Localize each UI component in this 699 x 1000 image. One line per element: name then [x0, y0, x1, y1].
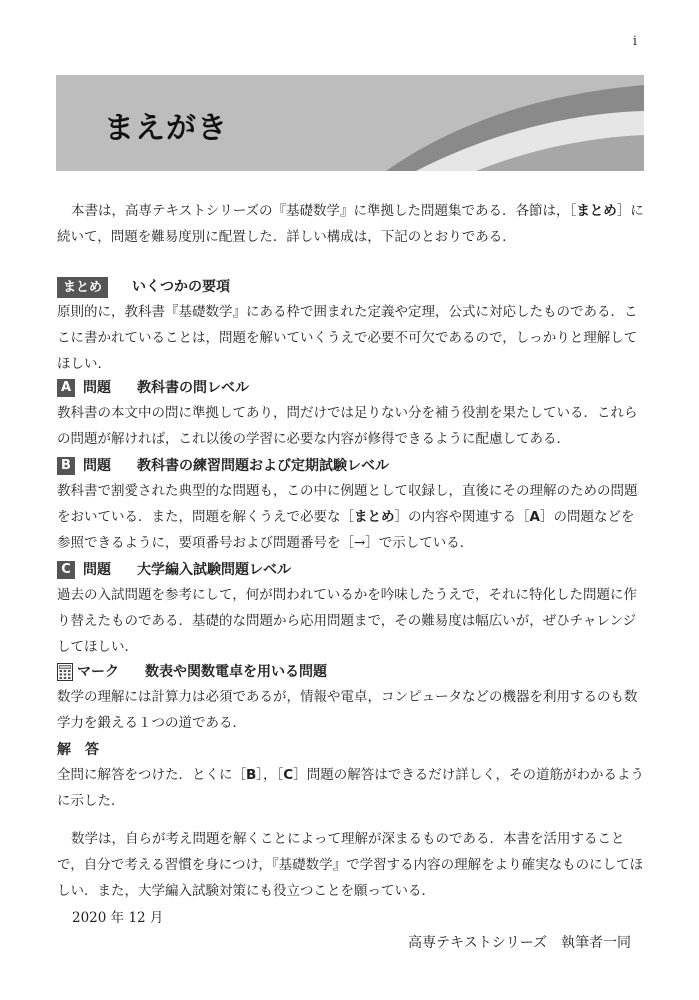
c-heading: 大学編入試験問題レベル [137, 562, 291, 578]
section-mark-header [57, 660, 645, 684]
a-heading: 教科書の問レベル [137, 380, 249, 396]
b-heading: 教科書の練習問題および定期試験レベル [137, 458, 389, 474]
intro-paragraph [57, 198, 645, 250]
intro-text-2: ］に続いて，問題を難易度別に配置した．詳しい構成は，下記のとおりである． [57, 203, 644, 245]
section-a-header [57, 376, 645, 400]
b-body-text-3: ］の問題などを参照できるように，要項番号および問題番号を［→］で示している． [57, 509, 635, 551]
matome-body: 原則的に，教科書『基礎数学』にある枠で囲まれた定義や定理，公式に対応したものである．ここに書かれていることは，問題を解いていくうえで必要不可欠であるので，しっかりと理解してほしい． [57, 304, 638, 372]
c-badge: C [57, 561, 75, 579]
section-a [57, 376, 645, 452]
a-body: 教科書の本文中の問に準拠してあり，問だけでは足りない分を補う役割を果たしている．これらの問題が解ければ，これ以後の学習に必要な内容が修得できるように配慮してある． [57, 405, 638, 447]
intro-keyword-matome: まとめ [576, 203, 617, 219]
answer-text-3: ］問題の解答はできるだけ詳しく，その道筋がわかるように示した． [57, 767, 644, 809]
intro-text-1: 本書は，高専テキストシリーズの『基礎数学』に準拠した問題集である．各節は，［ [71, 203, 577, 219]
b-badge: B [57, 457, 75, 475]
a-kind-label: 問題 [83, 380, 111, 396]
answer-body [57, 762, 645, 814]
c-body: 過去の入試問題を参考にして，何が問われているかを吟味したうえで，それに特化した問題に作り替えたものである．基礎的な問題から応用問題まで，その難易度は幅広いが，ぜひチャレンジしてほしい． [57, 587, 637, 655]
answer-keyword-b: B [246, 767, 257, 783]
section-matome [57, 275, 645, 377]
answer-keyword-c: C [283, 767, 294, 783]
calculator-icon [57, 663, 73, 681]
section-b-header [57, 454, 645, 478]
date: 2020 年 12 月 [72, 910, 164, 926]
section-mark [57, 660, 645, 736]
mark-kind-label: マーク [77, 664, 119, 680]
matome-heading: いくつかの要項 [132, 279, 231, 295]
section-b [57, 454, 645, 556]
b-keyword-a: A [529, 509, 540, 525]
page-number: i [632, 34, 637, 49]
matome-badge: まとめ [57, 277, 108, 298]
section-c-header [57, 558, 645, 582]
mark-body: 数学の理解には計算力は必須であるが，情報や電卓，コンピュータなどの機器を利用するのも数学力を鍛える１つの道である． [57, 689, 638, 731]
b-keyword-matome: まとめ [354, 509, 395, 525]
answer-text-2: ］，［ [256, 767, 284, 783]
section-matome-header [57, 275, 645, 299]
b-body-text-2: ］の内容や関連する［ [394, 509, 530, 525]
section-answer [57, 738, 645, 814]
answer-heading: 解 答 [57, 742, 99, 758]
answer-text-1: 全問に解答をつけた．とくに［ [57, 767, 246, 783]
b-body [57, 478, 645, 556]
b-kind-label: 問題 [83, 458, 111, 474]
c-kind-label: 問題 [83, 562, 111, 578]
page-title: まえがき [104, 111, 228, 146]
closing-paragraph [57, 826, 645, 904]
closing-text: 数学は，自らが考え問題を解くことによって理解が深まるものである．本書を活用することで，自分で考える習慣を身につけ，『基礎数学』で学習する内容の理解をより確実なものにしてほしい．また，大学編入試験対策にも役立つことを願っている． [57, 831, 644, 899]
section-c [57, 558, 645, 660]
b-body-text-1: 教科書で割愛された典型的な問題も，この中に例題として収録し，直後にその理解のための問題をおいている．また，問題を解くうえで必要な［ [57, 483, 638, 525]
signature: 高専テキストシリーズ 執筆者一同 [407, 935, 631, 951]
a-badge: A [57, 379, 75, 397]
title-banner [56, 75, 644, 171]
mark-heading: 数表や関数電卓を用いる問題 [145, 664, 327, 680]
